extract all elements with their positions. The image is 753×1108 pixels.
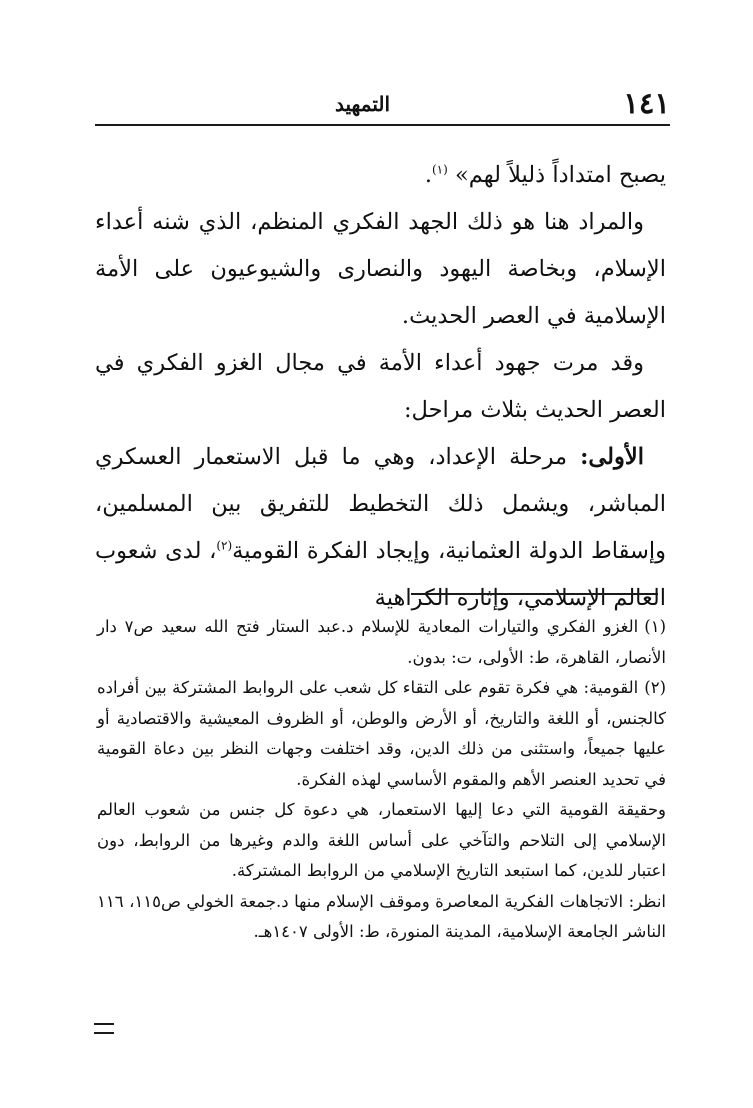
footnote-2-paragraph-2: وحقيقة القومية التي دعا إليها الاستعمار، هي دعوة كل جنس من شعوب العالم الإسلامي إلى التلاحم والتآخي على أساس اللغة والدم وغيرها من الروابط، دون اعتبار للدين، كما استبعد التاريخ الإسلامي من الروابط المشتركة. (97, 800, 666, 880)
footnote-2-paragraph-3: انظر: الاتجاهات الفكرية المعاصرة وموقف الإسلام منها د.جمعة الخولي ص١١٥، ١١٦ الناشر الجامعة الإسلامية، المدينة المنورة، ط: الأولى ١٤٠٧هـ. (97, 891, 666, 941)
footnote-2 (97, 673, 666, 795)
paragraph-definition: والمراد هنا هو ذلك الجهد الفكري المنظم، الذي شنه أعداء الإسلام، وبخاصة اليهود والنصارى والشيوعيون على الأمة الإسلامية في العصر الحديث. (95, 209, 666, 329)
running-title: التمهيد (335, 92, 390, 116)
stage-term: الأولى: (580, 444, 644, 470)
footnote-divider (411, 593, 658, 595)
paragraph-stages-intro: وقد مرت جهود أعداء الأمة في مجال الغزو الفكري في العصر الحديث بثلاث مراحل: (95, 350, 666, 423)
main-text (95, 152, 666, 622)
quote-end-text: يصبح امتداداً ذليلاً لهم» (447, 162, 666, 188)
footnote-1 (97, 612, 666, 673)
stage-text-b: ، لدى شعوب العالم الإسلامي، وإثارة الكراهية (95, 538, 666, 611)
footnotes (97, 612, 666, 948)
stage-text-a: مرحلة الإعداد، وهي ما قبل الاستعمار العسكري المباشر، ويشمل ذلك التخطيط للتفريق بين المسلمين، وإسقاط الدولة العثمانية، وإيجاد الفكرة القومية (95, 444, 666, 564)
footnote-ref-1: (١) (431, 162, 448, 177)
page-header (95, 82, 670, 126)
footnote-1-mark: (١) (644, 617, 666, 636)
period: . (424, 162, 432, 188)
footnote-2-text: القومية: هي فكرة تقوم على التقاء كل شعب على الروابط المشتركة بين أفراده كالجنس، أو اللغة والتاريخ، أو الأرض والوطن، أو الظروف المعيشية والاقتصادية أو عليها جميعاً، واستثنى من ذلك الدين، وقد اختلفت وجهات النظر بين دعاة القومية في تحديد العنصر الأهم والمقوم الأساسي لهذه الفكرة. (97, 678, 666, 789)
footnote-ref-2: (٢) (216, 538, 233, 553)
end-marker (94, 1023, 114, 1034)
footnote-1-text: الغزو الفكري والتيارات المعادية للإسلام د.عبد الستار فتح الله سعيد ص٧ دار الأنصار، القاهرة، ط: الأولى، ت: بدون. (97, 617, 666, 667)
page-number: ١٤١ (623, 86, 670, 120)
paragraph-continuation (95, 152, 666, 199)
footnote-2-mark: (٢) (644, 678, 666, 697)
